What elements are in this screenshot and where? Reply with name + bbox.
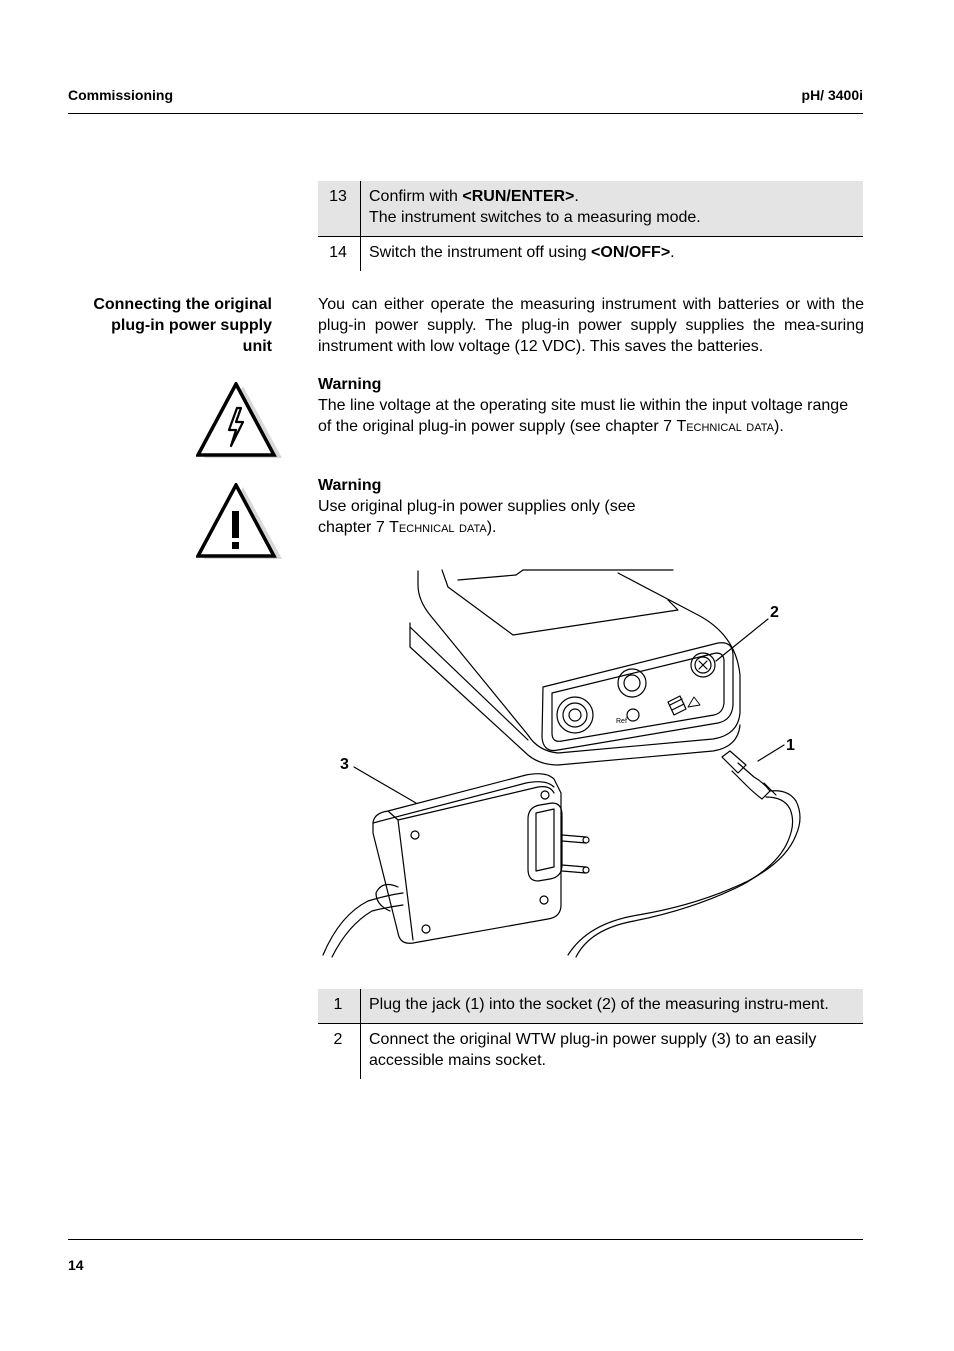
callout-3: 3 — [340, 756, 349, 773]
step-action: Confirm with — [369, 188, 463, 205]
callout-1: 1 — [786, 737, 795, 754]
step-row — [318, 1024, 863, 1080]
running-header-right: pH/ 3400i — [801, 87, 863, 103]
header-rule — [68, 113, 863, 114]
step-number: 13 — [318, 181, 361, 237]
step-text: Switch the instrument off using <ON/OFF>. — [361, 237, 864, 272]
step-text: Confirm with <RUN/ENTER>. The instrument switches to a measuring mode. — [361, 181, 864, 237]
page-number: 14 — [68, 1257, 84, 1273]
step-number: 14 — [318, 237, 361, 272]
steps-table-bottom — [318, 989, 863, 1079]
step-text: Connect the original WTW plug-in power supply (3) to an easily accessible mains socket. — [361, 1024, 864, 1080]
step-result: The instrument switches to a measuring mode. — [369, 209, 701, 226]
step-row — [318, 181, 863, 237]
warning-title: Warning — [318, 477, 382, 494]
step-row — [318, 237, 863, 272]
chapter-reference: Technical data — [676, 418, 774, 435]
leader-line-1 — [758, 745, 784, 761]
step-text: Plug the jack (1) into the socket (2) of the measuring instru-ment. — [361, 989, 864, 1024]
intro-paragraph: You can either operate the measuring instrument with batteries or with the plug-in power supply. The plug-in power supply supplies the mea-suring instrument with low voltage (12 VDC). This saves the batteries. — [318, 296, 864, 355]
caution-warning-icon — [196, 483, 282, 561]
warning-block-voltage: Warning The line voltage at the operating site must lie within the input voltage range of the original plug-in power supply (see chapter 7 Technical data). — [318, 374, 864, 437]
footer-rule — [68, 1239, 863, 1240]
running-header-left: Commissioning — [68, 87, 174, 103]
connection-illustration — [318, 565, 863, 960]
warning-block-power-supply: Warning Use original plug-in power supplies only (see chapter 7 Technical data). — [318, 475, 688, 538]
plug-in-power-supply — [323, 774, 589, 957]
warning-title: Warning — [318, 376, 382, 393]
key-label-on-off: <ON/OFF> — [591, 244, 671, 261]
callout-2: 2 — [770, 604, 779, 621]
section-heading: Connecting the original plug-in power supply unit — [93, 296, 272, 355]
ref-socket-label: Ref — [616, 718, 627, 725]
dc-jack-cable — [568, 751, 800, 957]
measuring-instrument — [410, 570, 740, 765]
steps-table-top — [318, 181, 863, 271]
step-number: 2 — [318, 1024, 361, 1080]
chapter-reference: Technical data — [389, 519, 487, 536]
leader-line-3 — [354, 767, 416, 803]
step-number: 1 — [318, 989, 361, 1024]
step-row — [318, 989, 863, 1024]
key-label-run-enter: <RUN/ENTER> — [462, 188, 575, 205]
leader-line-2 — [716, 619, 768, 661]
high-voltage-warning-icon — [196, 382, 282, 460]
